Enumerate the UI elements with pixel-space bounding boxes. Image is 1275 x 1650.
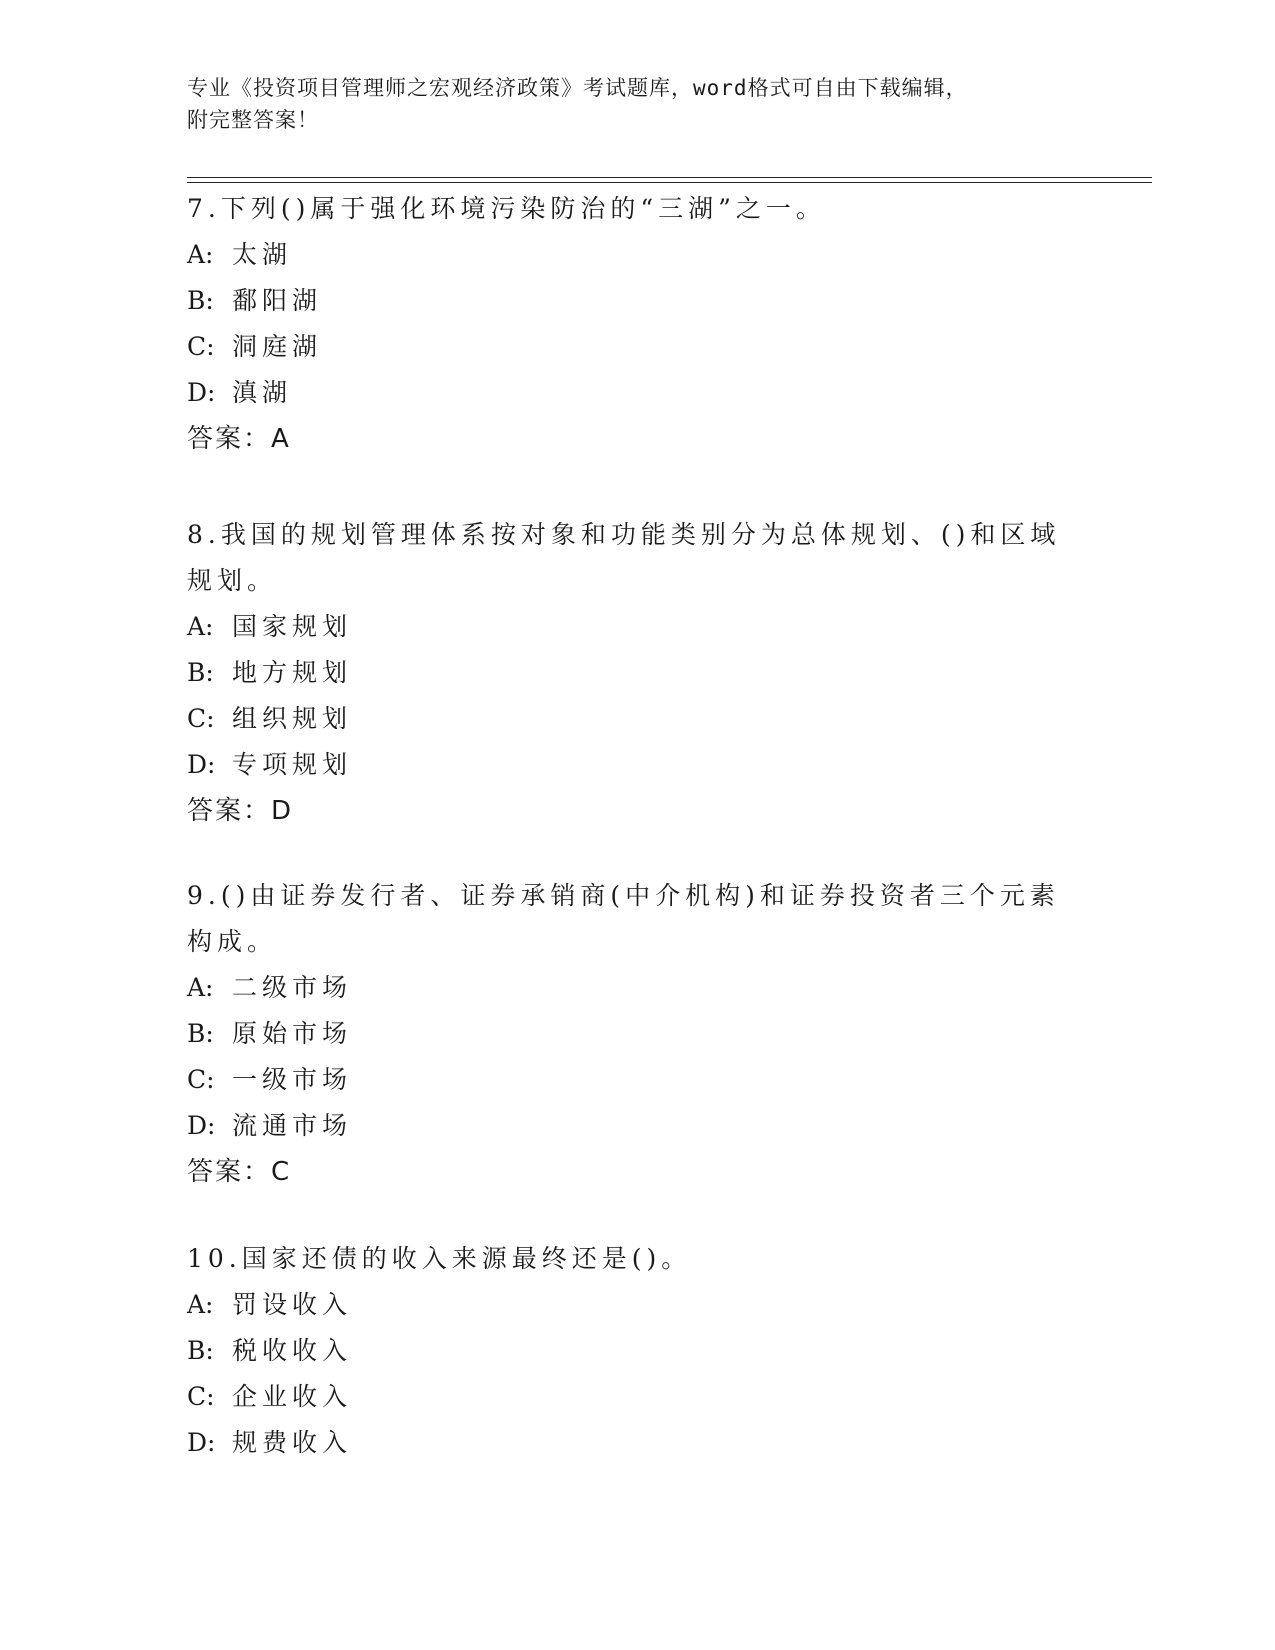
option-text: 税收收入 bbox=[232, 1336, 353, 1365]
question-9 bbox=[187, 873, 1067, 1195]
answer: 答案：D bbox=[187, 796, 294, 826]
option-a bbox=[187, 232, 1067, 278]
option-d bbox=[187, 1103, 1067, 1149]
question-10 bbox=[187, 1236, 1067, 1466]
question-stem: 9.()由证券发行者、证券承销商(中介机构)和证券投资者三个元素构成。 bbox=[187, 881, 1060, 956]
option-letter: B: bbox=[187, 658, 214, 687]
option-text: 二级市场 bbox=[232, 973, 353, 1002]
option-text: 滇湖 bbox=[232, 378, 293, 407]
header-line-1: 专业《投资项目管理师之宏观经济政策》考试题库，word格式可自由下载编辑， bbox=[187, 76, 968, 100]
option-d bbox=[187, 1420, 1067, 1466]
option-text: 规费收入 bbox=[232, 1428, 353, 1457]
header-divider-top bbox=[187, 177, 1152, 178]
option-text: 洞庭湖 bbox=[232, 332, 323, 361]
option-text: 原始市场 bbox=[232, 1019, 353, 1048]
answer: 答案：A bbox=[187, 424, 291, 454]
option-letter: D: bbox=[187, 750, 216, 779]
option-letter: C: bbox=[187, 1065, 215, 1094]
option-b bbox=[187, 1328, 1067, 1374]
option-text: 一级市场 bbox=[232, 1065, 353, 1094]
option-letter: C: bbox=[187, 704, 215, 733]
answer: 答案：C bbox=[187, 1157, 292, 1187]
option-text: 国家规划 bbox=[232, 612, 353, 641]
option-text: 鄱阳湖 bbox=[232, 286, 323, 315]
option-text: 罚设收入 bbox=[232, 1290, 353, 1319]
option-d bbox=[187, 370, 1067, 416]
option-c bbox=[187, 696, 1067, 742]
option-c bbox=[187, 1374, 1067, 1420]
option-letter: A: bbox=[187, 973, 214, 1002]
question-stem: 7.下列()属于强化环境污染防治的“三湖”之一。 bbox=[187, 194, 826, 223]
option-text: 流通市场 bbox=[232, 1111, 353, 1140]
option-letter: A: bbox=[187, 1290, 214, 1319]
document-header bbox=[187, 72, 1087, 136]
header-divider-bottom bbox=[187, 182, 1152, 183]
header-line-2: 附完整答案！ bbox=[187, 108, 319, 132]
option-b bbox=[187, 1011, 1067, 1057]
question-stem: 8.我国的规划管理体系按对象和功能类别分为总体规划、()和区域规划。 bbox=[187, 520, 1061, 595]
option-text: 专项规划 bbox=[232, 750, 353, 779]
option-a bbox=[187, 604, 1067, 650]
option-letter: A: bbox=[187, 240, 214, 269]
option-letter: B: bbox=[187, 1336, 214, 1365]
option-b bbox=[187, 650, 1067, 696]
option-a bbox=[187, 965, 1067, 1011]
option-letter: B: bbox=[187, 1019, 214, 1048]
option-c bbox=[187, 324, 1067, 370]
question-8 bbox=[187, 512, 1067, 834]
option-letter: C: bbox=[187, 1382, 215, 1411]
option-letter: A: bbox=[187, 612, 214, 641]
option-a bbox=[187, 1282, 1067, 1328]
option-c bbox=[187, 1057, 1067, 1103]
option-text: 企业收入 bbox=[232, 1382, 353, 1411]
option-letter: D: bbox=[187, 378, 216, 407]
option-text: 组织规划 bbox=[232, 704, 353, 733]
question-stem: 10.国家还债的收入来源最终还是()。 bbox=[187, 1244, 692, 1273]
option-d bbox=[187, 742, 1067, 788]
question-7 bbox=[187, 186, 1067, 462]
option-text: 地方规划 bbox=[232, 658, 353, 687]
option-b bbox=[187, 278, 1067, 324]
option-letter: D: bbox=[187, 1111, 216, 1140]
option-text: 太湖 bbox=[232, 240, 293, 269]
option-letter: C: bbox=[187, 332, 215, 361]
option-letter: D: bbox=[187, 1428, 216, 1457]
option-letter: B: bbox=[187, 286, 214, 315]
